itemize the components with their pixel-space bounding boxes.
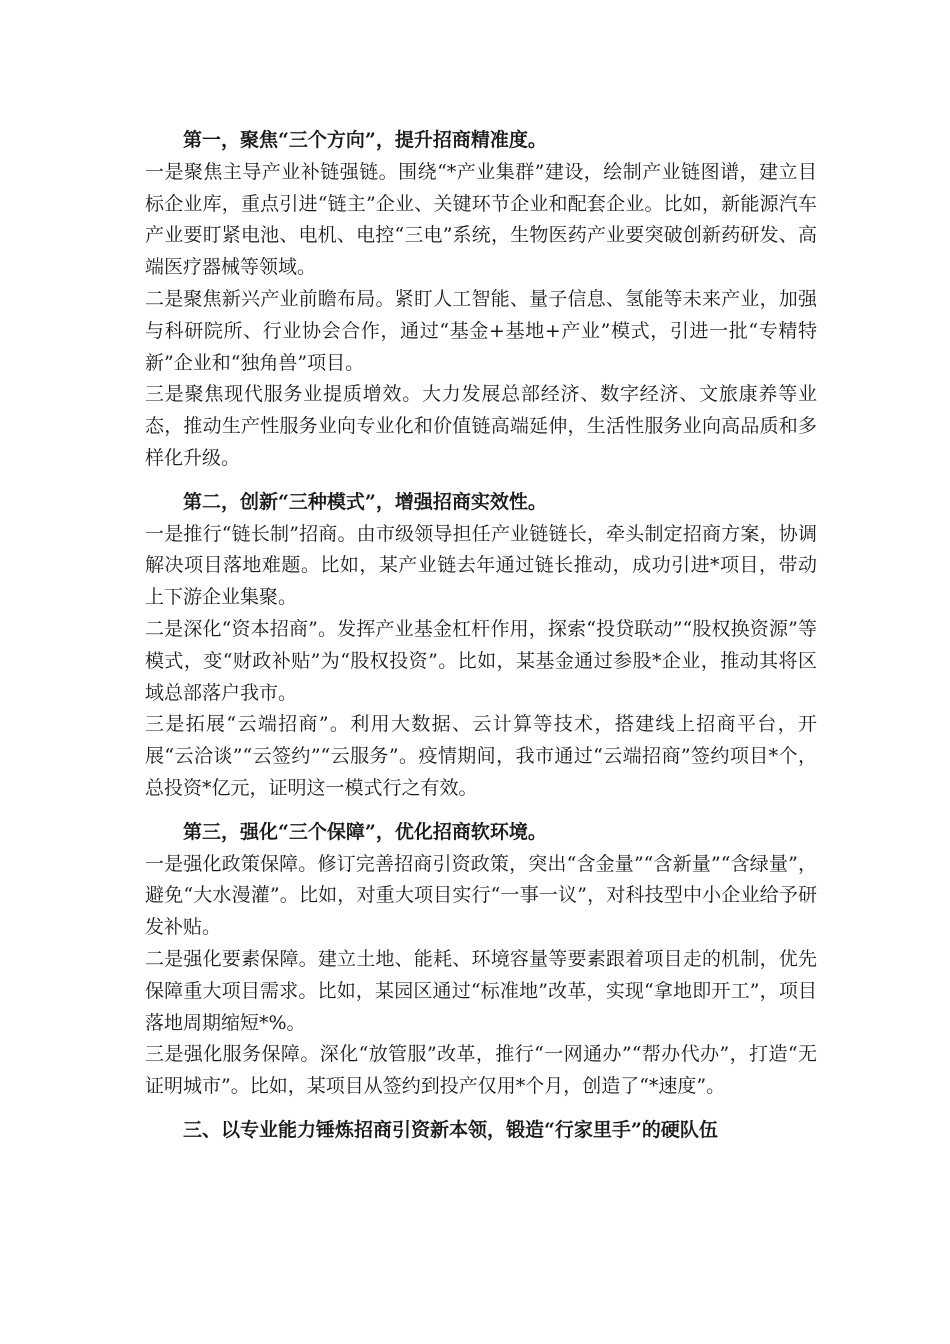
section-heading: 第三，强化“三个保障”，优化招商软环境。 — [183, 820, 547, 843]
paragraph: 三是拓展“云端招商”。利用大数据、云计算等技术，搭建线上招商平台，开展“云洽谈”“云签约”“云服务”。疫情期间，我市通过“云端招商”签约项目*个，总投资*亿元，证明这一模式行之有效。 — [145, 713, 817, 799]
paragraph: 一是推行“链长制”招商。由市级领导担任产业链链长，牵头制定招商方案，协调解决项目落地难题。比如，某产业链去年通过链长推动，成功引进*项目，带动上下游企业集聚。 — [145, 522, 817, 609]
paragraph: 一是强化政策保障。修订完善招商引资政策，突出“含金量”“含新量”“含绿量”，避免“大水漫灌”。比如，对重大项目实行“一事一议”，对科技型中小企业给予研发补贴。 — [145, 852, 817, 939]
document-body — [145, 125, 817, 1166]
paragraph: 二是强化要素保障。建立土地、能耗、环境容量等要素跟着项目走的机制，优先保障重大项目需求。比如，某园区通过“标准地”改革，实现“拿地即开工”，项目落地周期缩短*%。 — [145, 947, 817, 1034]
chapter-heading: 三、以专业能力锤炼招商引资新本领，锻造“行家里手”的硬队伍 — [183, 1118, 718, 1141]
paragraph: 一是聚焦主导产业补链强链。围绕“*产业集群”建设，绘制产业链图谱，建立目标企业库，重点引进“链主”企业、关键环节企业和配套企业。比如，新能源汽车产业要盯紧电池、电机、电控“三电”系统，生物医药产业要突破创新药研发、高端医疗器械等领域。 — [145, 160, 817, 279]
section-heading: 第二，创新“三种模式”，增强招商实效性。 — [183, 490, 547, 513]
section-heading: 第一，聚焦“三个方向”，提升招商精准度。 — [183, 129, 547, 151]
section-3 — [145, 817, 817, 1103]
paragraph: 三是强化服务保障。深化“放管服”改革，推行“一网通办”“帮办代办”，打造“无证明城市”。比如，某项目从签约到投产仅用*个月，创造了“*速度”。 — [145, 1043, 817, 1098]
paragraph: 二是深化“资本招商”。发挥产业基金杠杆作用，探索“投贷联动”“股权换资源”等模式，变“财政补贴”为“股权投资”。比如，某基金通过参股*企业，推动其将区域总部落户我市。 — [145, 617, 817, 704]
paragraph: 三是聚焦现代服务业提质增效。大力发展总部经济、数字经济、文旅康养等业态，推动生产性服务业向专业化和价值链高端延伸，生活性服务业向高品质和多样化升级。 — [145, 383, 817, 469]
section-1 — [145, 125, 817, 475]
paragraph: 二是聚焦新兴产业前瞻布局。紧盯人工智能、量子信息、氢能等未来产业，加强与科研院所、行业协会合作，通过“基金+基地+产业”模式，引进一批“专精特新”企业和“独角兽”项目。 — [145, 287, 817, 374]
section-2 — [145, 487, 817, 805]
